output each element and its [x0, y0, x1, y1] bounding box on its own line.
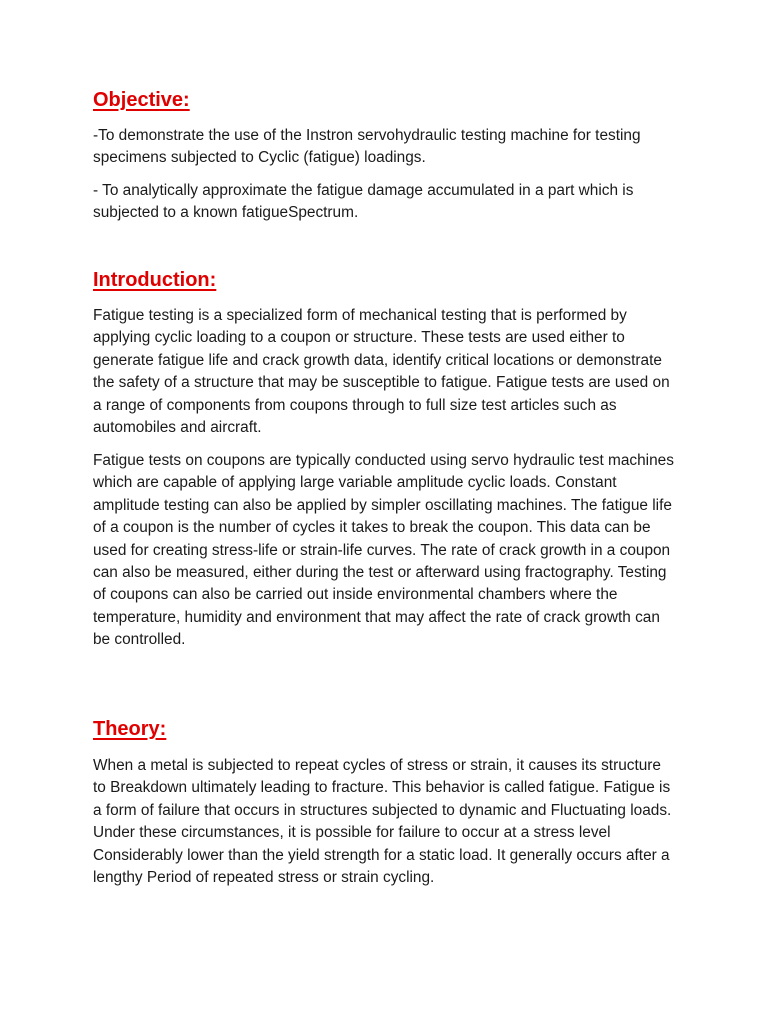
introduction-paragraph-1: Fatigue testing is a specialized form of mechanical testing that is performed by applying cyclic loading to a coupon or structure. These tests are used either to generate fatigue life and crack growth data, identify critical locations or demonstrate the safety of a structure that may be susceptible to fatigue. Fatigue tests are used on a range of components from coupons through to full size test articles such as automobiles and aircraft. — [93, 307, 670, 437]
theory-paragraph-1: When a metal is subjected to repeat cycles of stress or strain, it causes its structure to Breakdown ultimately leading to fracture. This behavior is called fatigue. Fatigue is a form of failure that occurs in structures subjected to dynamic and Fluctuating loads. Under these circumstances, it is possible for failure to occur at a stress level Considerably lower than the yield strength for a static load. It generally occurs after a lengthy Period of repeated stress or strain cycling. — [93, 757, 672, 887]
theory-heading: Theory: — [93, 718, 167, 740]
objective-point-1: -To demonstrate the use of the Instron servohydraulic testing machine for testing specimens subjected to Cyclic (fatigue) loadings. — [93, 127, 641, 167]
objective-heading: Objective: — [93, 89, 190, 111]
objective-point-2: - To analytically approximate the fatigue damage accumulated in a part which is subjected to a known fatigueSpectrum. — [93, 182, 634, 222]
introduction-paragraph-2: Fatigue tests on coupons are typically conducted using servo hydraulic test machines which are capable of applying large variable amplitude cyclic loads. Constant amplitude testing can also be applied by simpler oscillating machines. The fatigue life of a coupon is the number of cycles it takes to break the coupon. This data can be used for creating stress-life or strain-life curves. The rate of crack growth in a coupon can also be measured, either during the test or afterward using fractography. Testing of coupons can also be carried out inside environmental chambers where the temperature, humidity and environment that may affect the rate of crack growth can be controlled. — [93, 452, 674, 649]
introduction-heading: Introduction: — [93, 269, 217, 291]
